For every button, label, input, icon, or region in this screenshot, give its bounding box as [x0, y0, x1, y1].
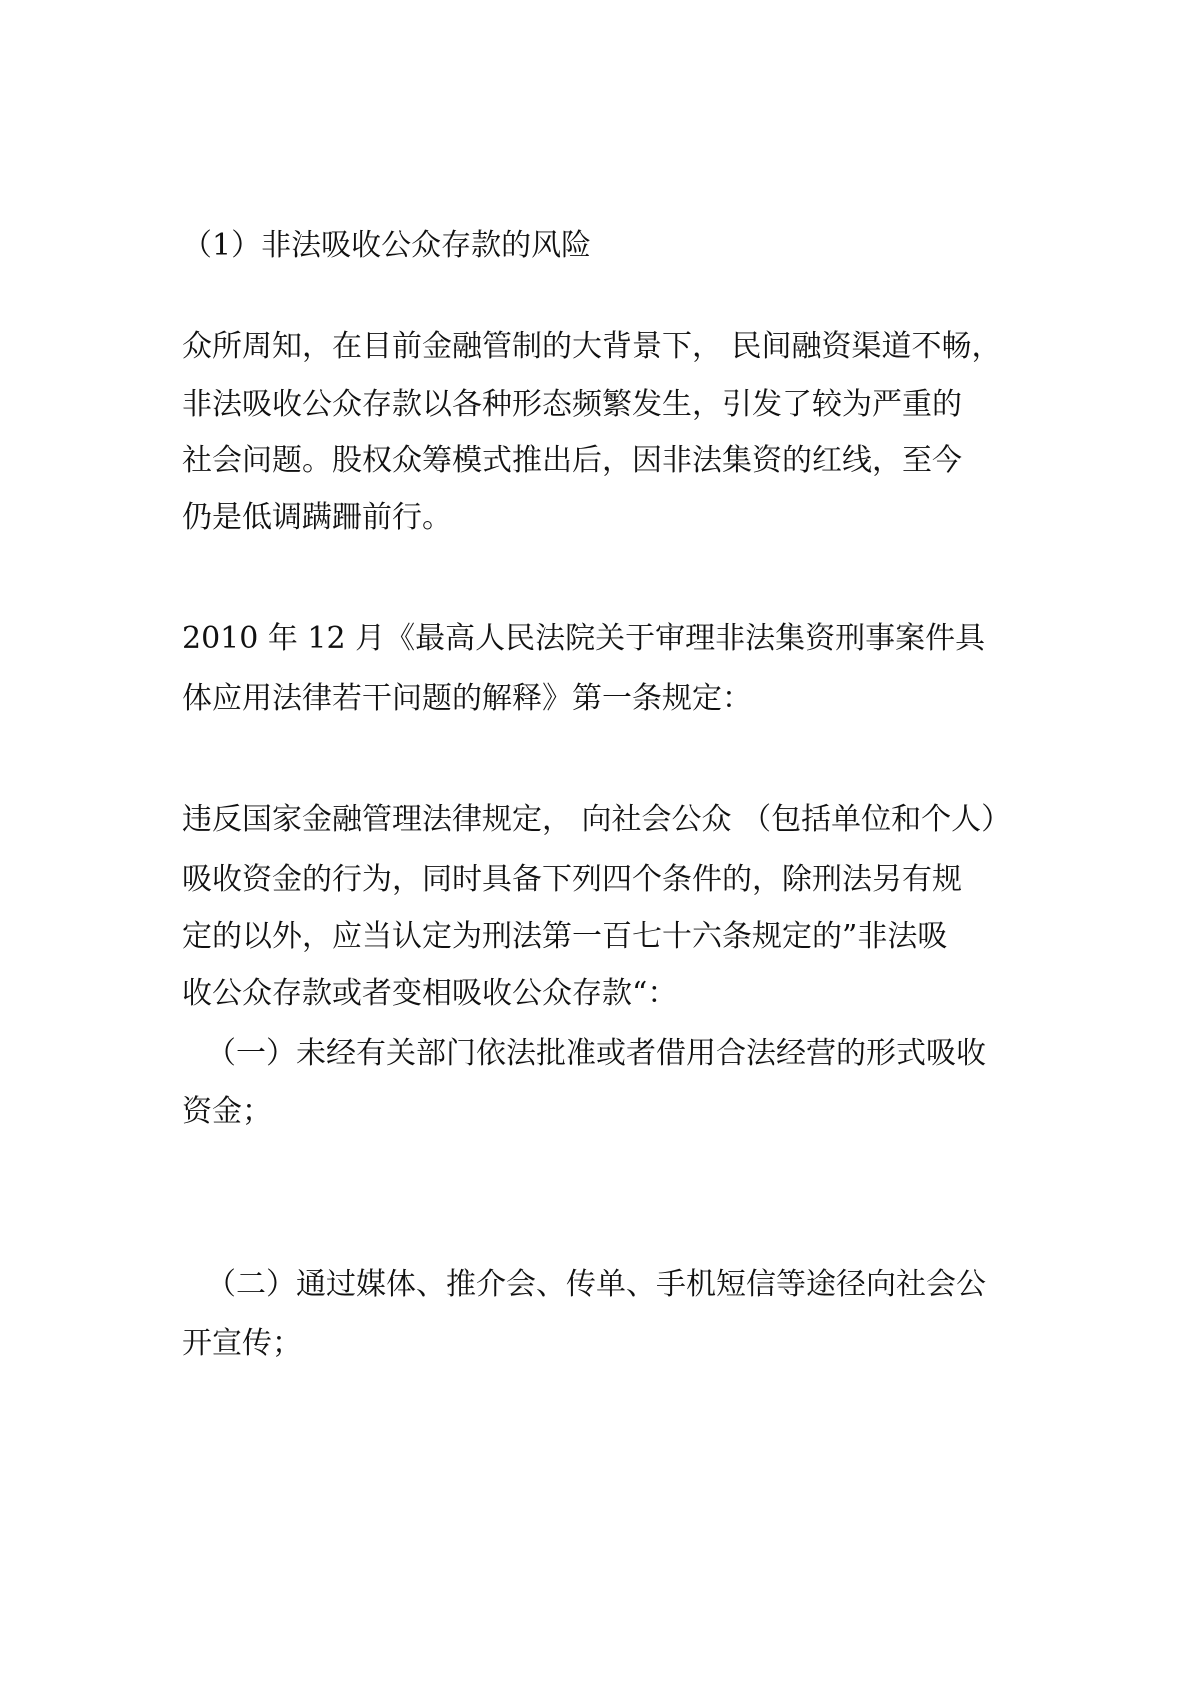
- paragraph-2-line-1: 2010 年 12 月《最高人民法院关于审理非法集资刑事案件具: [182, 621, 986, 656]
- item-1-line-2: 资金；: [182, 1094, 272, 1129]
- paragraph-1-line-3: 社会问题。股权众筹模式推出后，因非法集资的红线，至今: [182, 443, 962, 478]
- item-2-line-1: （二）通过媒体、推介会、传单、手机短信等途径向社会公: [206, 1267, 986, 1302]
- item-2-line-2: 开宣传；: [182, 1326, 302, 1361]
- section-heading: （1）非法吸收公众存款的风险: [182, 228, 592, 263]
- paragraph-3-line-1: 违反国家金融管理法律规定， 向社会公众 （包括单位和个人）: [182, 802, 1012, 837]
- paragraph-3-line-3: 定的以外，应当认定为刑法第一百七十六条规定的”非法吸: [182, 919, 948, 954]
- paragraph-1-line-4: 仍是低调蹒跚前行。: [182, 500, 452, 535]
- paragraph-3-line-2: 吸收资金的行为，同时具备下列四个条件的，除刑法另有规: [182, 862, 962, 897]
- paragraph-2-line-2: 体应用法律若干问题的解释》第一条规定：: [182, 681, 752, 716]
- item-1-line-1: （一）未经有关部门依法批准或者借用合法经营的形式吸收: [206, 1036, 986, 1071]
- paragraph-1-line-1: 众所周知，在目前金融管制的大背景下， 民间融资渠道不畅，: [182, 329, 1002, 364]
- paragraph-3-line-4: 收公众存款或者变相吸收公众存款“：: [182, 976, 678, 1011]
- paragraph-1-line-2: 非法吸收公众存款以各种形态频繁发生，引发了较为严重的: [182, 387, 962, 422]
